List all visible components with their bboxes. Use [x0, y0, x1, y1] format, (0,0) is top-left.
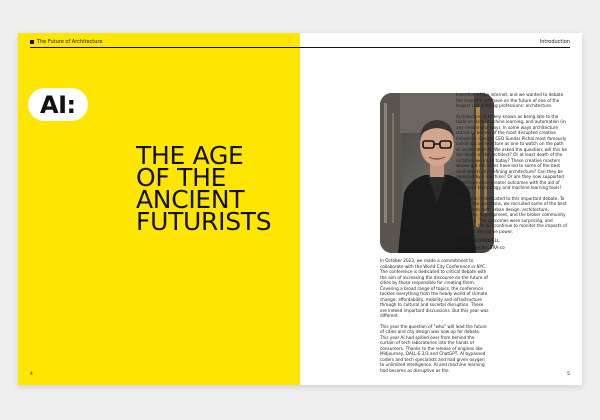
- headline-line: ANCIENT: [136, 185, 245, 214]
- page-number-right: 5: [567, 372, 570, 377]
- body-column-left: [380, 258, 490, 378]
- signature-role: Global Director, ERA-co: [456, 244, 505, 250]
- paragraph: In October 2023, we made a commitment to collaborate with the World City Conference in NYC. The conference is dedicated to critical debate with the aim of increasing the discourse on the future of cities by those responsible for creating them. Covering a broad range of topics, the conference tackles everything from the heady world of climate change, affordability, mobility and infrastructure through to cultural and societal disruption. These are indeed important discussions. But this year was different.: [380, 258, 489, 318]
- page-number-left: 4: [30, 372, 33, 377]
- paragraph: invention of the internet, and we wanted to debate the impact it will have on the future of one of the largest city defining professions: architecture.: [456, 92, 564, 108]
- square-bullet-icon: [30, 40, 34, 44]
- body-column-right: [456, 92, 568, 250]
- paragraph: Architecture is widely known as being late to the table on data, machine learning, and automation (in any meaningful way). In some ways architecture stands to be one of the most disrupted creative industries. Google CEO Sundar Pichai most famously called out architecture as one to watch on the path of accelerated AI. We asked the question; will this be the death of the architect? Or at least death of the architect we know today? These creative masters whose gut decisions have led to some of the best (and worst) city defining architecture? Can they be replaced by a machine? Or are they now supported to achieve even greater outcomes with the aid of advanced technology and machine learning tools?: [456, 113, 567, 190]
- right-page: [300, 33, 582, 385]
- magazine-spread: [18, 33, 582, 385]
- header-rule-right: [300, 47, 570, 48]
- running-head-left-text: The Future of Architecture: [37, 39, 103, 45]
- headline-line: THE AGE: [136, 141, 244, 170]
- ai-label: AI:: [28, 88, 88, 121]
- signature-name: STEVEN CORNWELL: [456, 239, 500, 244]
- headline-line: FUTURISTS: [136, 207, 272, 236]
- paragraph: This paper is dedicated to this important debate. To answer the questions, we recruited some of the best minds from both urban design, architecture, education, development, and the broker community to debate. The outcomes were surprising, and insightful. We will continue to monitor the impacts of AI and its disruptive power.: [456, 195, 568, 234]
- headline-line: OF THE: [136, 163, 227, 192]
- running-head-right: Introduction: [539, 39, 570, 45]
- header-rule-left: [30, 47, 300, 48]
- left-page: [18, 33, 300, 385]
- paragraph: This year the question of "who" will lead the future of cities and city design was now up for debate. This year AI had spilled over from behind the curtain of tech laboratories into the hands of consumers. Thanks to the release of engines like Midjourney, DALL-E 2/3 and ChatGPT, AI bypassed coders and tech specialists and had given oxygen to unlimited intelligence. AI and machine learning had become as disruptive as the: [380, 323, 487, 373]
- running-head-left: [30, 39, 102, 45]
